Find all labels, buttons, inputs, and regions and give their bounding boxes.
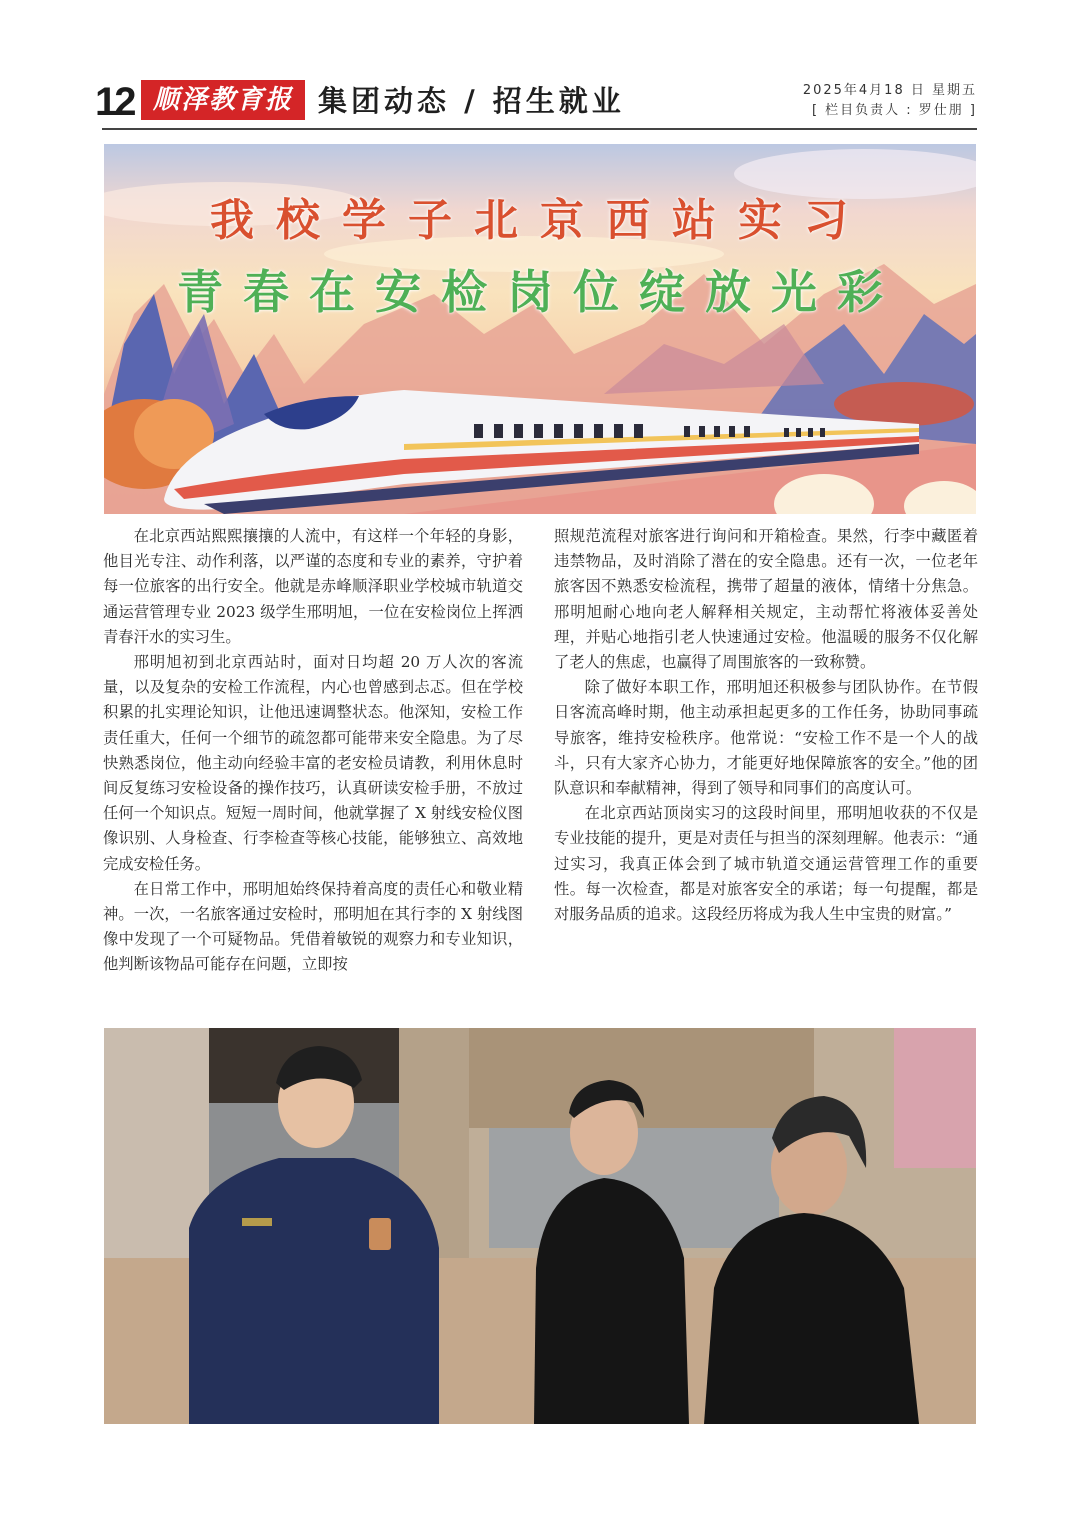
article-paragraph: 在日常工作中，邢明旭始终保持着高度的责任心和敬业精神。一次，一名旅客通过安检时，邢明旭在其行李的 X 射线图像中发现了一个可疑物品。凭借着敏锐的观察力和专业知识，他判断该物品可能存在问题，立即按 bbox=[103, 879, 523, 974]
section-title: 集团动态 / 招生就业 bbox=[318, 84, 625, 118]
article-column-right bbox=[554, 524, 978, 927]
issue-date: 2025年4月18 日 星期五 bbox=[802, 83, 977, 98]
article-paragraph: 在北京西站顶岗实习的这段时间里，邢明旭收获的不仅是专业技能的提升，更是对责任与担当的深刻理解。他表示：“通过实习，我真正体会到了城市轨道交通运营管理工作的重要性。每一次检查，都是对旅客安全的承诺；每一句提醒，都是对服务品质的追求。这段经历将成为我人生中宝贵的财富。” bbox=[554, 804, 978, 924]
page-number: 12 bbox=[95, 80, 134, 124]
article-paragraph: 除了做好本职工作，邢明旭还积极参与团队协作。在节假日客流高峰时期，他主动承担起更多的工作任务，协助同事疏导旅客，维持安检秩序。他常说：“安检工作不是一个人的战斗，只有大家齐心协力，才能更好地保障旅客的安全。”他的团队意识和奉献精神，得到了领导和同事们的高度认可。 bbox=[554, 678, 978, 798]
column-editor: [ 栏目负责人 : 罗仕朋 ] bbox=[811, 103, 977, 118]
article-column-left bbox=[103, 524, 523, 978]
article-paragraph-continued: 照规范流程对旅客进行询问和开箱检查。果然，行李中藏匿着违禁物品，及时消除了潜在的安全隐患。还有一次，一位老年旅客因不熟悉安检流程，携带了超量的液体，情绪十分焦急。邢明旭耐心地向老人解释相关规定，主动帮忙将液体妥善处理，并贴心地指引老人快速通过安检。他温暖的服务不仅化解了老人的焦虑，也赢得了周围旅客的一致称赞。 bbox=[554, 527, 978, 672]
article-paragraph: 邢明旭初到北京西站时，面对日均超 20 万人次的客流量，以及复杂的安检工作流程，内心也曾感到忐忑。但在学校积累的扎实理论知识，让他迅速调整状态。他深知，安检工作责任重大，任何一个细节的疏忽都可能带来安全隐患。为了尽快熟悉岗位，他主动向经验丰富的老安检员请教，利用休息时间反复练习安检设备的操作技巧，认真研读安检手册，不放过任何一个知识点。短短一周时间，他就掌握了 X 射线安检仪图像识别、人身检查、行李检查等核心技能，能够独立、高效地完成安检任务。 bbox=[103, 653, 523, 873]
banner-headline: 我校学子北京西站实习 bbox=[210, 195, 870, 246]
headline-banner bbox=[104, 144, 976, 514]
header-divider bbox=[102, 128, 977, 130]
article-paragraph: 在北京西站熙熙攘攘的人流中，有这样一个年轻的身影，他目光专注、动作利落，以严谨的态度和专业的素养，守护着每一位旅客的出行安全。他就是赤峰顺泽职业学校城市轨道交通运营管理专业 2023 级学生邢明旭，一位在安检岗位上挥洒青春汗水的实习生。 bbox=[103, 527, 523, 646]
banner-subheadline: 青春在安检岗位绽放光彩 bbox=[177, 265, 903, 319]
article-photo bbox=[104, 1028, 976, 1424]
newspaper-masthead: 顺泽教育报 bbox=[141, 80, 305, 120]
station-photo-illustration bbox=[104, 1028, 976, 1424]
